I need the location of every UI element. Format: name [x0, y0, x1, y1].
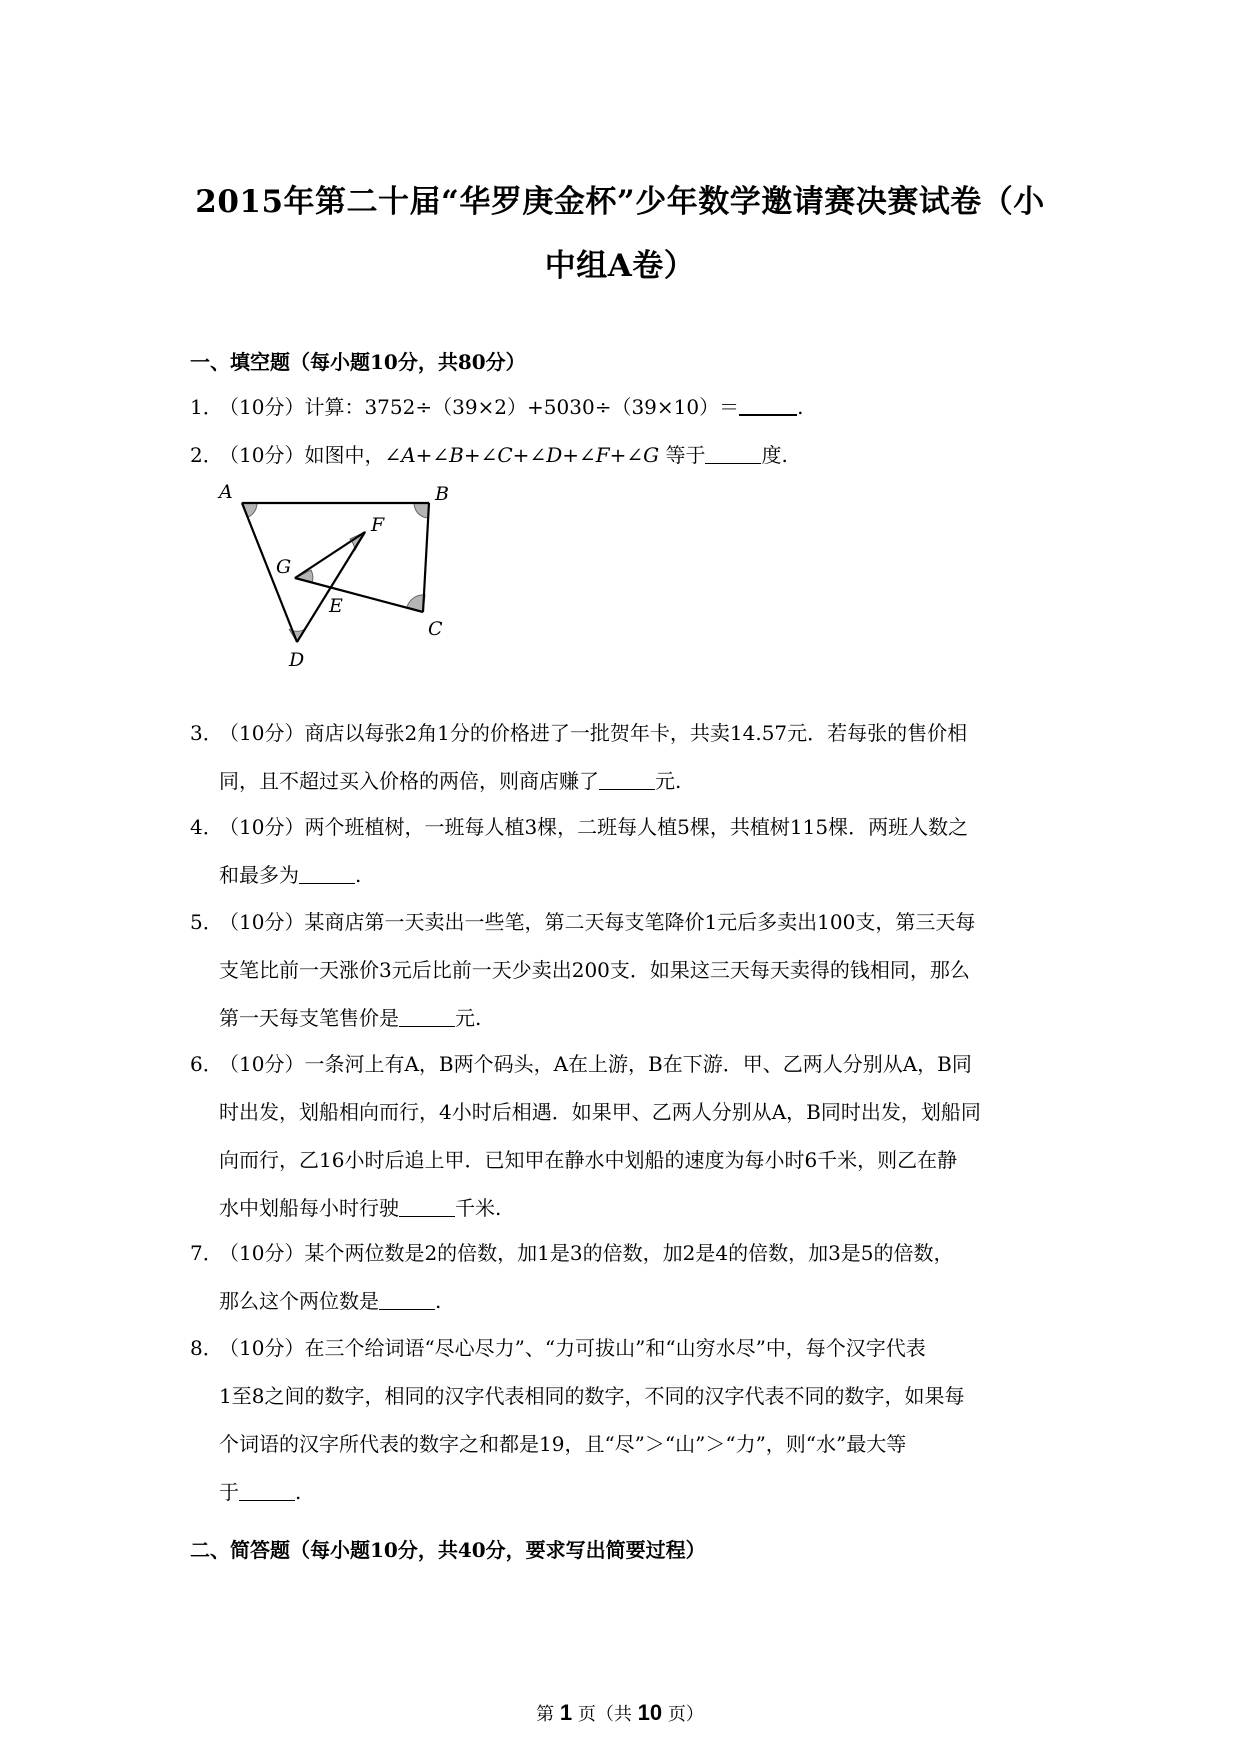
- label-g: G: [276, 556, 292, 578]
- label-b: B: [435, 483, 449, 505]
- question-end: .: [435, 1289, 442, 1313]
- question-end: .: [355, 863, 362, 887]
- section-heading-short-answer: 二、简答题（每小题10分，共40分，要求写出简要过程）: [190, 1538, 706, 1562]
- question-number: 5．: [190, 910, 223, 934]
- label-d: D: [289, 649, 305, 671]
- question-text: （10分）两个班植树，一班每人植3棵，二班每人植5棵，共植树115棵．两班人数之: [219, 815, 969, 839]
- section-heading-fill-blank: 一、填空题（每小题10分，共80分）: [190, 350, 526, 374]
- question-text: （10分）商店以每张2角1分的价格进了一批贺年卡，共卖14.57元．若每张的售价相: [219, 721, 968, 745]
- question-text: 支笔比前一天涨价3元后比前一天少卖出200支．如果这三天每天卖得的钱相同，那么: [219, 958, 970, 982]
- footer-text: 页）: [662, 1704, 704, 1725]
- question-text: 向而行，乙16小时后追上甲．已知甲在静水中划船的速度为每小时6千米，则乙在静: [219, 1148, 958, 1172]
- question-end: 千米.: [455, 1196, 502, 1220]
- question-text: 于: [219, 1480, 239, 1504]
- question-6: [190, 1040, 1060, 1232]
- label-e: E: [329, 595, 343, 617]
- question-number: 6．: [190, 1052, 223, 1076]
- question-text: 水中划船每小时行驶: [219, 1196, 399, 1220]
- answer-blank: [399, 1196, 455, 1217]
- page-number: 1: [559, 1700, 573, 1725]
- answer-blank: [379, 1289, 435, 1310]
- page-footer: [0, 1700, 1240, 1726]
- angle-expression: ∠A+∠B+∠C+∠D+∠F+∠G: [384, 443, 660, 467]
- angle-mark-b: [414, 503, 429, 518]
- answer-blank: [239, 1480, 295, 1501]
- answer-blank: [399, 1006, 455, 1027]
- question-7: [190, 1229, 1060, 1325]
- answer-blank: [739, 394, 797, 416]
- footer-text: 页（共: [572, 1704, 638, 1725]
- question-2: [190, 431, 1060, 479]
- question-8: [190, 1324, 1060, 1516]
- question-end: 度.: [761, 443, 788, 467]
- question-text: 1至8之间的数字，相同的汉字代表相同的数字，不同的汉字代表不同的数字，如果每: [219, 1384, 965, 1408]
- page-title-line1: 2015年第二十届“华罗庚金杯”少年数学邀请赛决赛试卷（小: [195, 184, 1045, 220]
- question-text: （10分）在三个给词语“尽心尽力”、“力可拔山”和“山穷水尽”中，每个汉字代表: [219, 1336, 926, 1360]
- page-title-line2: 中组A卷）: [544, 248, 696, 284]
- answer-blank: [299, 863, 355, 884]
- answer-blank: [599, 769, 655, 790]
- answer-blank: [705, 443, 761, 464]
- question-3: [190, 709, 1060, 805]
- segment-gc: [295, 578, 423, 612]
- question-4: [190, 803, 1060, 899]
- question-number: 1．: [190, 395, 223, 419]
- question-number: 8．: [190, 1336, 223, 1360]
- question-text: （10分）如图中，: [219, 443, 385, 467]
- page-total: 10: [637, 1700, 663, 1725]
- question-end: .: [295, 1480, 302, 1504]
- label-f: F: [371, 514, 385, 536]
- question-number: 2．: [190, 443, 223, 467]
- question-text: （10分）计算：3752÷（39×2）+5030÷（39×10）＝: [219, 395, 740, 419]
- question-text: 等于: [659, 443, 706, 467]
- segment-bc: [423, 503, 429, 612]
- question-1: [190, 383, 1060, 431]
- question-text: 那么这个两位数是: [219, 1289, 379, 1313]
- question-end: 元.: [455, 1006, 482, 1030]
- question-text: （10分）某商店第一天卖出一些笔，第二天每支笔降价1元后多卖出100支，第三天每: [219, 910, 976, 934]
- segment-fg: [295, 532, 365, 578]
- question-end: 元.: [655, 769, 682, 793]
- question-text: 同，且不超过买入价格的两倍，则商店赚了: [219, 769, 599, 793]
- question-text: 第一天每支笔售价是: [219, 1006, 399, 1030]
- label-c: C: [428, 618, 443, 640]
- question-text: 时出发，划船相向而行，4小时后相遇．如果甲、乙两人分别从A，B同时出发，划船同: [219, 1100, 981, 1124]
- question-text: 和最多为: [219, 863, 299, 887]
- question-number: 7．: [190, 1241, 223, 1265]
- question-text: （10分）一条河上有A，B两个码头，A在上游，B在下游．甲、乙两人分别从A，B同: [219, 1052, 972, 1076]
- question-number: 3．: [190, 721, 223, 745]
- question-number: 4．: [190, 815, 223, 839]
- question-text: （10分）某个两位数是2的倍数，加1是3的倍数，加2是4的倍数，加3是5的倍数，: [219, 1241, 954, 1265]
- question-text: 个词语的汉字所代表的数字之和都是19，且“尽”＞“山”＞“力”，则“水”最大等: [219, 1432, 907, 1456]
- footer-text: 第: [536, 1704, 560, 1725]
- question-5: [190, 898, 1060, 1042]
- question-end: .: [797, 395, 804, 419]
- geometry-figure: [215, 480, 465, 680]
- label-a: A: [219, 481, 233, 503]
